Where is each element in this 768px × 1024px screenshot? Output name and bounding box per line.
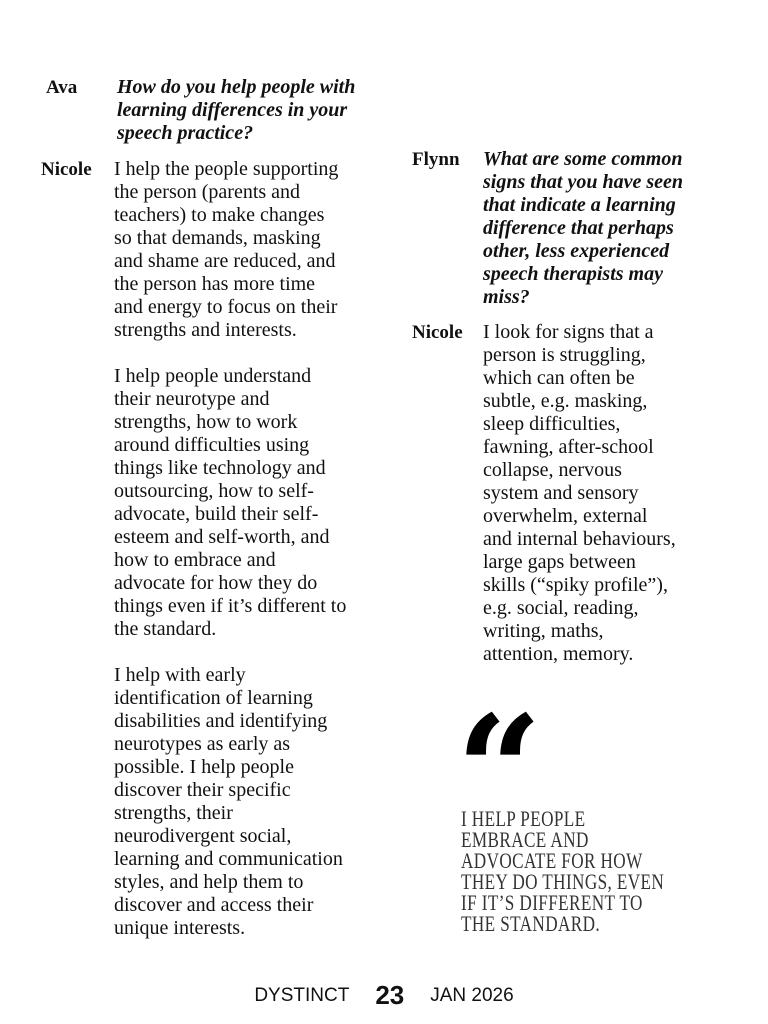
speaker-nicole: Nicole bbox=[41, 159, 92, 180]
question-ava: How do you help people with learning differences in your speech practice? bbox=[117, 76, 356, 144]
issue-date: JAN 2026 bbox=[430, 984, 514, 1006]
pull-quote: I HELP PEOPLE EMBRACE AND ADVOCATE FOR HOW THEY DO THINGS, EVEN IF IT’S DIFFERENT TO THE STANDARD. bbox=[461, 806, 665, 936]
page-number: 23 bbox=[375, 980, 405, 1010]
speaker-ava: Ava bbox=[46, 77, 78, 98]
page-footer bbox=[0, 980, 768, 1011]
answer-paragraph-3: I help with early identification of learning disabilities and identifying neurotypes as early as possible. I help people discover their specific strengths, their neurodivergent social, learning and communication styles, and help them to discover and access their unique interests. bbox=[114, 664, 343, 939]
speaker-flynn: Flynn bbox=[412, 149, 460, 170]
quote-mark-icon bbox=[456, 708, 576, 774]
question-flynn: What are some common signs that you have seen that indicate a learning difference that perhaps other, less experienced speech therapists may miss? bbox=[483, 148, 684, 308]
answer-signs: I look for signs that a person is struggling, which can often be subtle, e.g. masking, sleep difficulties, fawning, after-school collapse, nervous system and sensory overwhelm, external and internal behaviours, large gaps between skills (“spiky profile”), e.g. social, reading, writing, maths, attention, memory. bbox=[483, 321, 676, 665]
answer-paragraph-1: I help the people supporting the person (parents and teachers) to make changes so that demands, masking and shame are reduced, and the person has more time and energy to focus on their strengths and interests. bbox=[114, 158, 339, 341]
quote-mark-container bbox=[456, 708, 576, 774]
magazine-name: DYSTINCT bbox=[254, 984, 350, 1006]
speaker-nicole-2: Nicole bbox=[412, 322, 463, 343]
answer-paragraph-2: I help people understand their neurotype and strengths, how to work around difficulties using things like technology and outsourcing, how to self- advocate, build their self- esteem and self-worth, and how to embrace and advocate for how they do things even if it’s different to the standard. bbox=[114, 365, 347, 640]
